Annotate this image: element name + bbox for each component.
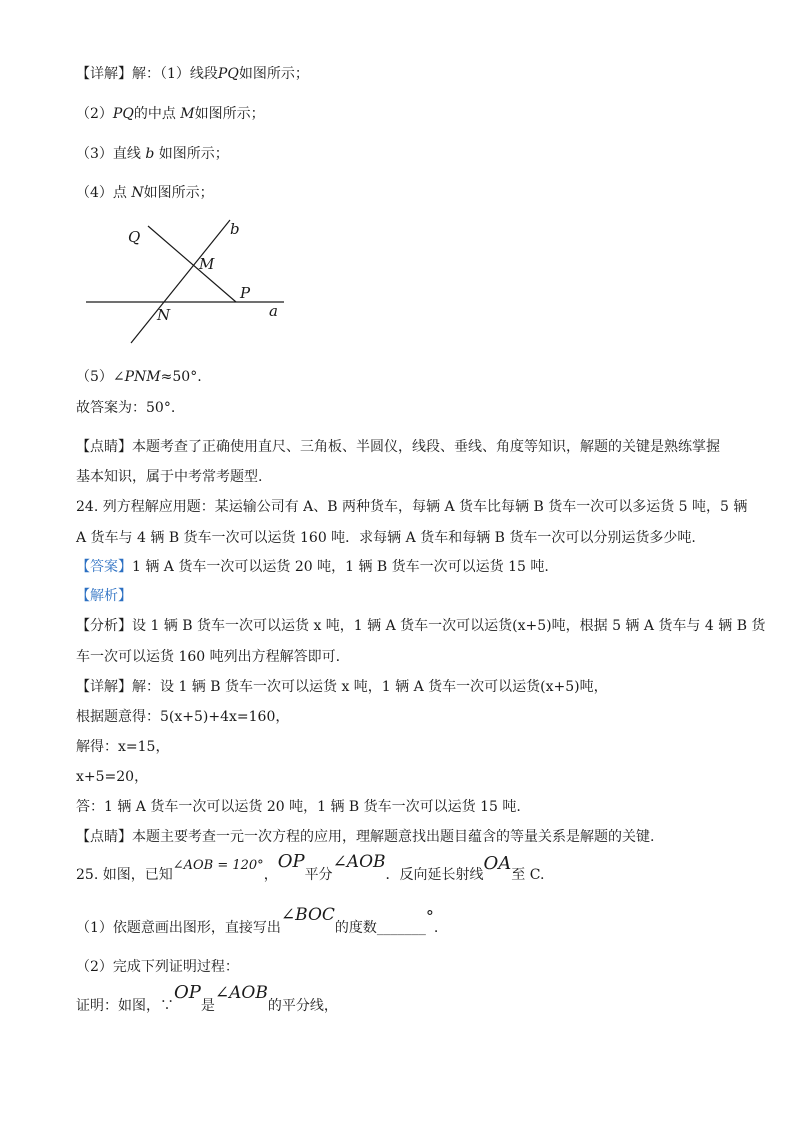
step-5-prefix: （5）∠ (76, 369, 125, 385)
step-3-tail: 如图所示； (158, 146, 229, 162)
q25-part1-line (76, 905, 439, 938)
q25-line (76, 851, 545, 886)
label-a: a (269, 302, 278, 320)
detail-24-line-1 (76, 677, 608, 697)
comment-24-line (76, 827, 654, 847)
step-4-tail: 如图所示； (143, 185, 214, 201)
m-symbol: M (180, 106, 195, 122)
step-4-prefix: （4）点 (76, 185, 127, 201)
proof-line (76, 982, 338, 1016)
detail-label: 【详解】 (76, 66, 132, 82)
fenxi-text: 设 1 辆 B 货车一次可以运货 x 吨，1 辆 A 货车一次可以运货(x+5)吨，根据 5 辆 A 货车与 4 辆 B 货 (132, 618, 766, 634)
q25-part2-line: （2）完成下列证明过程： (76, 959, 239, 975)
comment-24-label: 【点睛】 (76, 829, 132, 845)
step-3-line (76, 144, 229, 164)
proof-prefix: 证明：如图，∵ (76, 998, 174, 1014)
detail-24-line-5: 答：1 辆 A 货车一次可以运货 20 吨，1 辆 B 货车一次可以运货 15 吨. (76, 799, 521, 815)
proof-is: 是 (200, 998, 215, 1014)
detail-24-line-3: 解得：x=15， (76, 739, 170, 755)
label-p: P (240, 284, 251, 302)
label-b: b (230, 220, 240, 238)
step-2-mid: 的中点 (133, 106, 176, 122)
label-m: M (199, 255, 215, 273)
angle-boc: ∠BOC (280, 905, 335, 925)
pq-symbol: PQ (217, 66, 239, 82)
b-symbol: b (145, 146, 155, 162)
detail-line-1 (76, 64, 309, 84)
step-5-tail: ≈50°. (160, 369, 202, 385)
q24-line-2: A 货车与 4 辆 B 货车一次可以运货 160 吨．求每辆 A 货车和每辆 B 货车一次可以分别运货多少吨. (76, 530, 696, 546)
angle-aob: ∠AOB (332, 852, 386, 872)
step-2-prefix: （2） (76, 106, 113, 122)
q24-line-1: 24. 列方程解应用题：某运输公司有 A、B 两种货车，每辆 A 货车比每辆 B 货车一次可以多运货 5 吨，5 辆 (76, 499, 748, 515)
step-5-line (76, 367, 202, 387)
step-3-prefix: （3）直线 (76, 146, 141, 162)
comment-label: 【点睛】 (76, 439, 132, 455)
step-2-line (76, 104, 265, 124)
answer-24-line (76, 557, 549, 577)
detail-24-text: 解：设 1 辆 B 货车一次可以运货 x 吨，1 辆 A 货车一次可以运货(x+5)吨， (132, 679, 608, 695)
label-q: Q (128, 228, 141, 246)
comment-1-line-2: 基本知识，属于中考常考题型. (76, 469, 263, 485)
pq-symbol: PQ (112, 106, 134, 122)
fenxi-line-2: 车一次可以运货 160 吨列出方程解答即可. (76, 649, 341, 665)
q25-part1-tail: . (433, 920, 439, 936)
comment-1-text: 本题考查了正确使用直尺、三角板、半圆仪，线段、垂线、角度等知识，解题的关键是熟练掌握 (132, 439, 720, 455)
detail-text: 解：（1）线段 (132, 66, 218, 82)
line-b (131, 220, 230, 343)
q25-tail: 至 C. (511, 867, 545, 883)
q25-part1-prefix: （1）依题意画出图形，直接写出 (76, 920, 281, 936)
angle-aob: ∠AOB (214, 983, 268, 1003)
n-symbol: N (131, 185, 144, 201)
step-4-line (76, 183, 214, 203)
detail-24-line-2: 根据题意得：5(x+5)+4x=160， (76, 709, 290, 725)
analysis-label: 【解析】 (76, 588, 132, 604)
pnm-symbol: PNM (124, 369, 161, 385)
comment-24-text: 本题主要考查一元一次方程的应用，理解题意找出题目蕴含的等量关系是解题的关键. (132, 829, 655, 845)
answer-line: 故答案为：50°. (76, 400, 176, 416)
angle-aob-120: ∠AOB = 120° (172, 858, 264, 873)
q25-prefix: 25. 如图，已知 (76, 867, 173, 883)
fenxi-label: 【分析】 (76, 618, 132, 634)
detail-tail: 如图所示； (238, 66, 309, 82)
answer-label: 【答案】 (76, 559, 132, 575)
oa-symbol: OA (483, 853, 512, 874)
step-2-tail: 如图所示； (194, 106, 265, 122)
detail-24-line-4: x+5=20， (76, 769, 149, 785)
q25-bisects: 平分 (304, 867, 333, 883)
detail-24-label: 【详解】 (76, 679, 132, 695)
answer-blank[interactable]: _______ (376, 920, 426, 936)
label-n: N (157, 306, 171, 324)
op-symbol: OP (277, 851, 305, 872)
degree-symbol: ° (425, 907, 434, 926)
geometry-figure (78, 215, 298, 355)
comment-1-line-1 (76, 437, 720, 457)
fenxi-line-1 (76, 616, 765, 636)
op-symbol: OP (174, 982, 201, 1003)
segment-pq (148, 226, 236, 302)
q25-comma: ， (263, 867, 278, 883)
answer-24-text: 1 辆 A 货车一次可以运货 20 吨，1 辆 B 货车一次可以运货 15 吨. (132, 559, 549, 575)
proof-tail: 的平分线， (267, 998, 338, 1014)
q25-mid: ．反向延长射线 (385, 867, 484, 883)
q25-part1-mid: 的度数 (334, 920, 377, 936)
